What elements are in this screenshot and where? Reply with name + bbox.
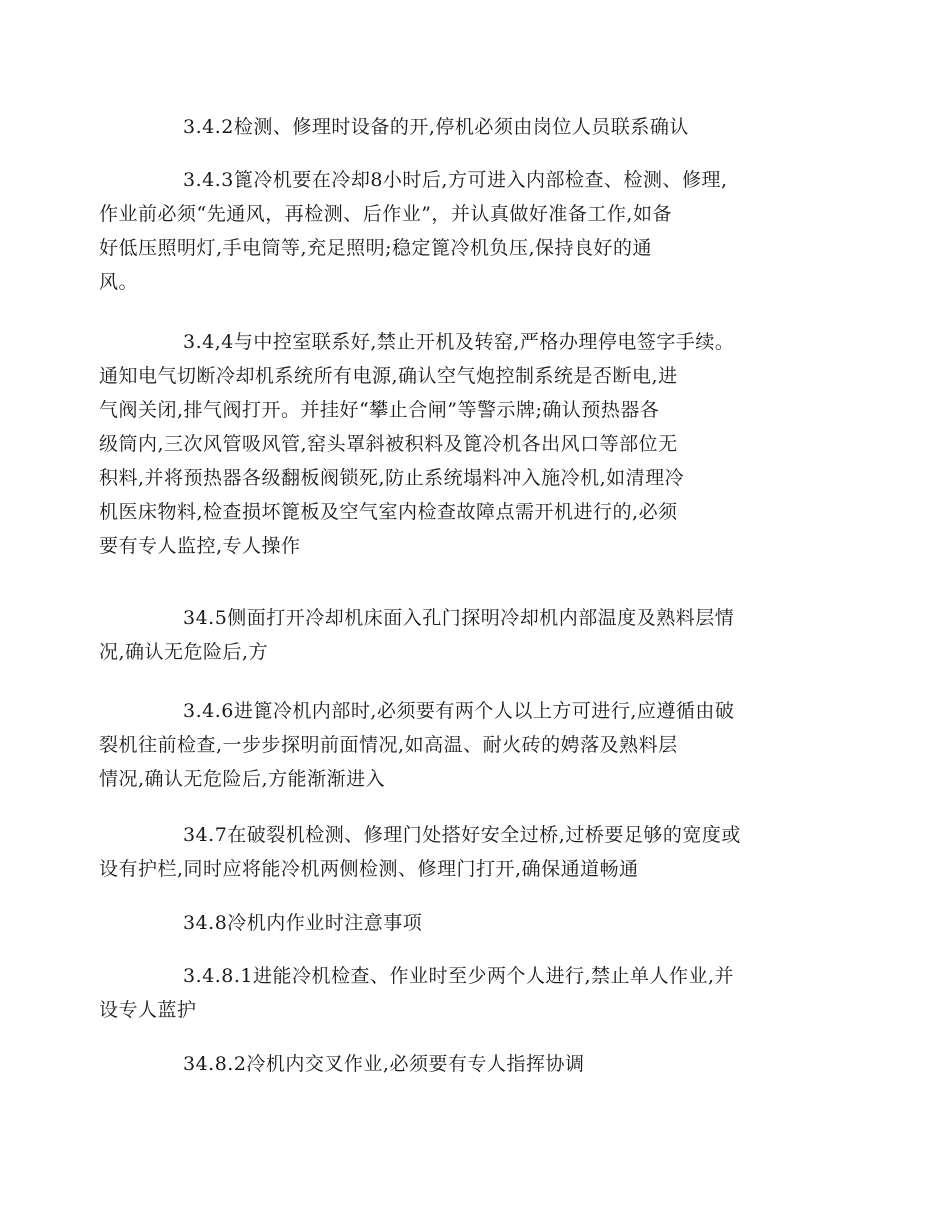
text-line: 积料,并将预热器各级翻板阀锁死,防止系统塌料冲入施冷机,如清理冷	[99, 467, 685, 489]
paragraph-3-4-8-1	[99, 959, 816, 1027]
paragraph-3-4-5	[99, 601, 816, 669]
text-line: 3.4.8.1进能冷机检查、作业时至少两个人进行,禁止单人作业,并	[183, 965, 735, 987]
text-line: 通知电气切断冷却机系统所有电源,确认空气炮控制系统是否断电,进	[99, 365, 678, 387]
text-line: 机医床物料,检查损坏篦板及空气室内检查故障点需开机进行的,必须	[99, 501, 678, 523]
text-line: 34.8.2冷机内交叉作业,必须要有专人指挥协调	[183, 1053, 585, 1075]
text-line: 3.4.2检测、修理时设备的开,停机必须由岗位人员联系确认	[183, 116, 689, 138]
paragraph-3-4-4	[99, 325, 816, 563]
paragraph-3-4-8	[141, 906, 816, 940]
text-line: 要有专人监控,专人操作	[99, 535, 301, 557]
text-line: 34.8冷机内作业时注意事项	[183, 912, 423, 934]
paragraph-3-4-7	[99, 818, 816, 886]
text-line: 气阀关闭,排气阀打开。并挂好“攀止合闸”等警示牌;确认预热器各	[99, 399, 660, 421]
text-line: 设有护栏,同时应将能冷机两侧检测、修理门打开,确保通道畅通	[99, 858, 639, 880]
text-line: 风。	[99, 271, 139, 293]
paragraph-3-4-6	[99, 694, 816, 796]
text-line: 裂机往前检查,一步步探明前面情况,如高温、耐火砖的娉落及熟料层	[99, 734, 678, 756]
text-line: 设专人蓝护	[99, 999, 197, 1021]
text-line: 3.4,4与中控室联系好,禁止开机及转窑,严格办理停电签字手续。	[183, 331, 735, 353]
text-line: 情况,确认无危险后,方能渐渐进入	[99, 768, 386, 790]
paragraph-3-4-2	[141, 110, 816, 144]
text-line: 况,确认无危险后,方	[99, 641, 269, 663]
text-line: 级筒内,三次风管吸风管,窑头罩斜被积料及篦冷机各出风口等部位无	[99, 433, 678, 455]
text-line: 3.4.3篦冷机要在冷却8小时后,方可进入内部检查、检测、修理,	[183, 169, 728, 191]
text-line: 作业前必须“先通风，再检测、后作业”，并认真做好准备工作,如备	[99, 203, 672, 225]
text-line: 34.5侧面打开冷却机床面入孔门探明冷却机内部温度及熟料层情	[183, 607, 735, 629]
text-line: 好低压照明灯,手电筒等,充足照明;稳定篦冷机负压,保持良好的通	[99, 237, 653, 259]
text-line: 34.7在破裂机检测、修理门处搭好安全过桥,过桥要足够的宽度或	[183, 824, 741, 846]
text-line: 3.4.6进篦冷机内部时,必须要有两个人以上方可进行,应遵循由破	[183, 700, 735, 722]
paragraph-3-4-3	[99, 163, 816, 299]
paragraph-3-4-8-2	[141, 1047, 816, 1081]
